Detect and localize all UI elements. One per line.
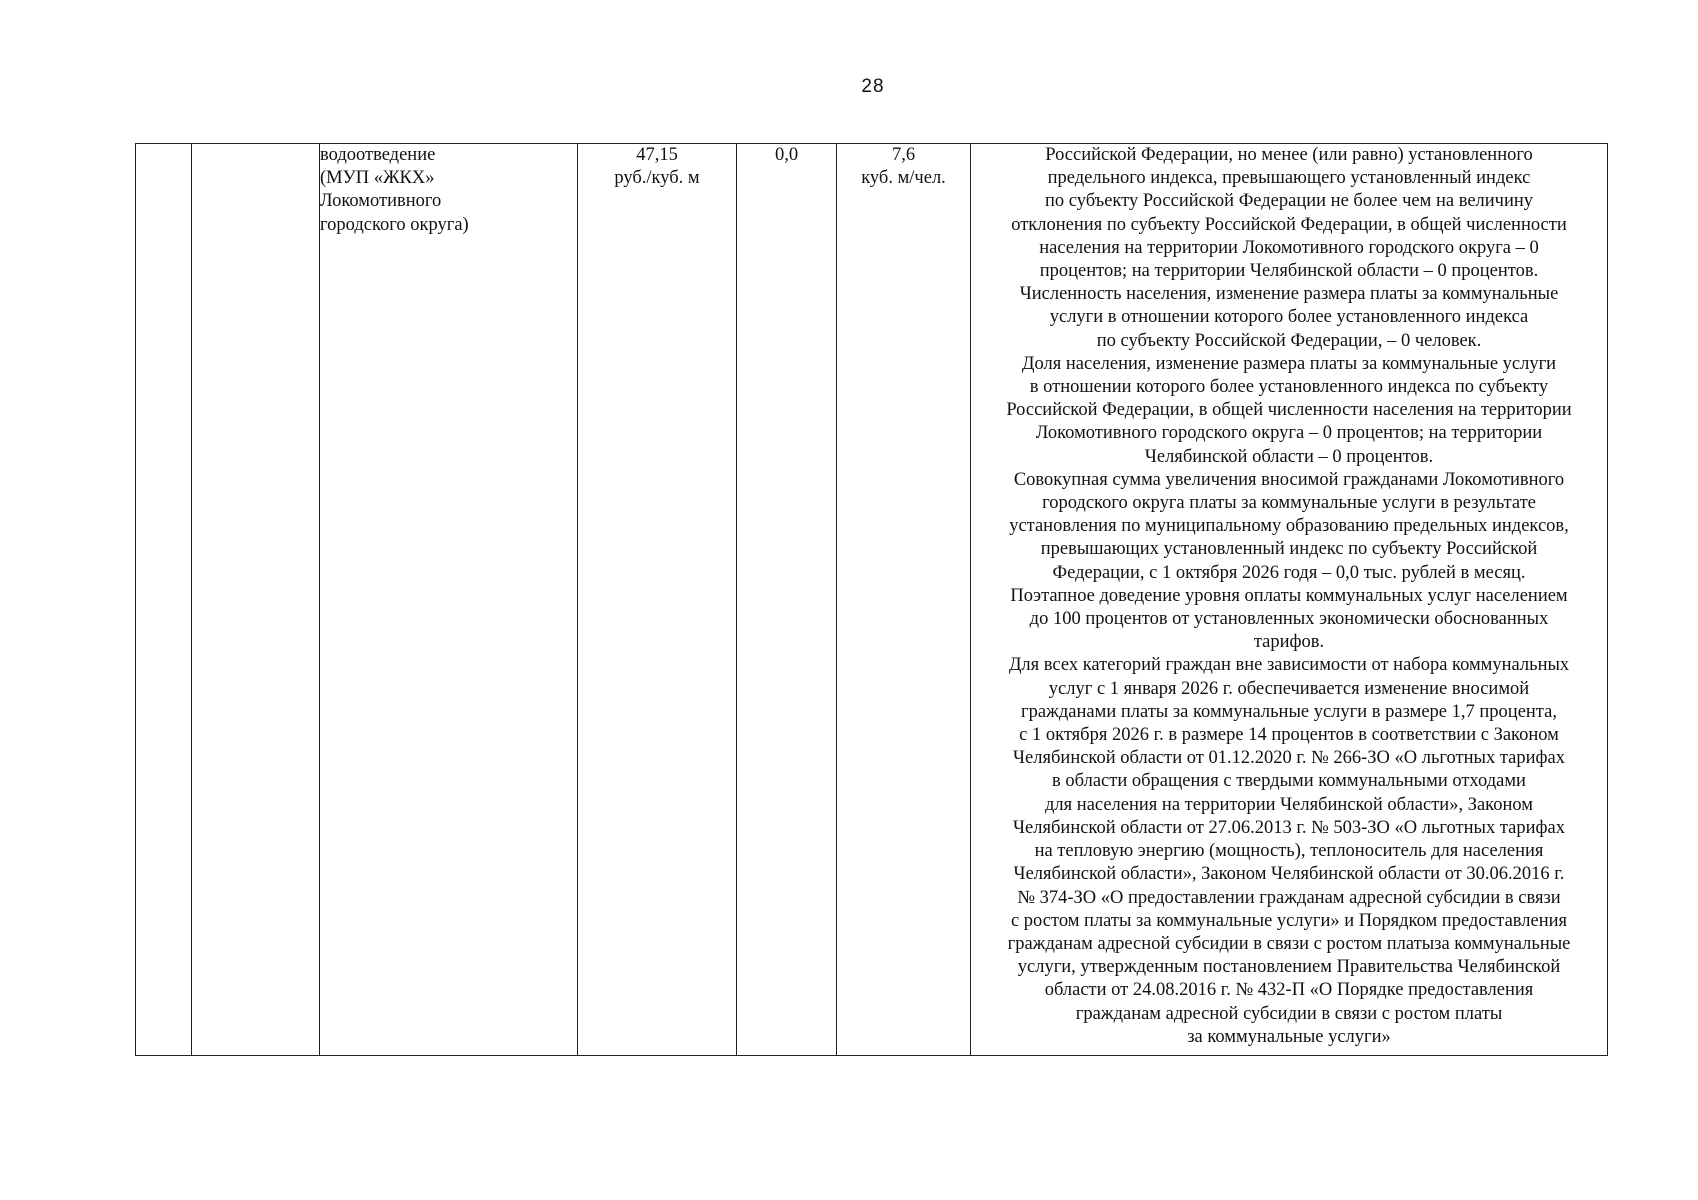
description-lines xyxy=(971,144,1607,1049)
service-cell xyxy=(320,144,578,1056)
text-line: процентов; на территории Челябинской области – 0 процентов. xyxy=(1039,261,1539,282)
text-line: гражданам адресной субсидии в связи с ростом платы xyxy=(1075,1003,1503,1024)
page-number: 28 xyxy=(861,76,885,97)
text-line: услуги в отношении которого более установленного индекса xyxy=(1049,307,1529,328)
text-line: (МУП «ЖКХ» xyxy=(320,168,435,189)
text-line: Российской Федерации, в общей численности населения на территории xyxy=(1006,400,1572,421)
text-line: в отношении которого более установленного индекса по субъекту xyxy=(1029,377,1549,398)
text-line: по субъекту Российской Федерации, – 0 человек. xyxy=(1096,330,1482,351)
text-line: Поэтапное доведение уровня оплаты коммунальных услуг населением xyxy=(1010,585,1568,606)
service-lines xyxy=(320,144,577,237)
table-row xyxy=(136,144,1608,1056)
tariff-table xyxy=(135,143,1608,1056)
text-line: населения на территории Локомотивного городского округа – 0 xyxy=(1039,237,1539,258)
text-line: гражданам адресной субсидии в связи с ростом платыза коммунальные xyxy=(1007,933,1571,954)
tariff-unit: руб./куб. м xyxy=(614,168,700,189)
growth-value: 0,0 xyxy=(774,145,799,165)
text-line: водоотведение xyxy=(320,145,436,165)
text-line: отклонения по субъекту Российской Федерации, в общей численности xyxy=(1011,214,1567,235)
text-line: услуги, утвержденным постановлением Правительства Челябинской xyxy=(1017,957,1561,978)
text-line: с 1 октября 2026 г. в размере 14 процентов в соответствии с Законом xyxy=(1019,725,1559,746)
text-line: Челябинской области – 0 процентов. xyxy=(1144,446,1434,467)
text-line: городского округа платы за коммунальные услуги в результате xyxy=(1042,493,1536,514)
text-line: Российской Федерации, но менее (или равно) установленного xyxy=(1045,145,1533,165)
text-line: для населения на территории Челябинской области», Законом xyxy=(1045,794,1533,815)
text-line: по субъекту Российской Федерации не более чем на величину xyxy=(1044,191,1534,212)
tariff-cell xyxy=(578,144,737,1056)
text-line: Совокупная сумма увеличения вносимой гражданами Локомотивного xyxy=(1013,469,1565,490)
text-line: Доля населения, изменение размера платы за коммунальные услуги xyxy=(1021,353,1557,374)
row-number-cell xyxy=(136,144,192,1056)
text-line: № 374-ЗО «О предоставлении гражданам адресной субсидии в связи xyxy=(1017,887,1561,908)
text-line: установления по муниципальному образованию предельных индексов, xyxy=(1009,516,1569,537)
norm-value: 7,6 xyxy=(891,145,916,165)
text-line: превышающих установленный индекс по субъекту Российской xyxy=(1040,539,1538,560)
text-line: Для всех категорий граждан вне зависимости от набора коммунальных xyxy=(1008,655,1570,676)
municipality-cell xyxy=(192,144,320,1056)
text-line: Челябинской области», Законом Челябинской области от 30.06.2016 г. xyxy=(1013,864,1565,885)
text-line: тарифов. xyxy=(1253,632,1325,653)
text-line: предельного индекса, превышающего установленный индекс xyxy=(1047,168,1531,189)
text-line: до 100 процентов от установленных экономически обоснованных xyxy=(1029,609,1549,630)
text-line: услуг с 1 января 2026 г. обеспечивается изменение вносимой xyxy=(1048,678,1530,699)
norm-unit: куб. м/чел. xyxy=(861,168,946,189)
text-line: Федерации, с 1 октября 2026 годя – 0,0 тыс. рублей в месяц. xyxy=(1052,562,1526,583)
text-line: за коммунальные услуги» xyxy=(1187,1026,1391,1047)
norm-cell xyxy=(837,144,971,1056)
text-line: на тепловую энергию (мощность), теплоноситель для населения xyxy=(1034,841,1544,862)
text-line: Локомотивного xyxy=(320,191,442,212)
text-line: Численность населения, изменение размера платы за коммунальные xyxy=(1019,284,1559,305)
tariff-value: 47,15 xyxy=(636,145,678,165)
description-cell xyxy=(971,144,1608,1056)
text-line: городского округа) xyxy=(320,214,469,235)
text-line: Локомотивного городского округа – 0 процентов; на территории xyxy=(1035,423,1543,444)
text-line: области от 24.08.2016 г. № 432-П «О Порядке предоставления xyxy=(1044,980,1534,1001)
text-line: в области обращения с твердыми коммунальными отходами xyxy=(1052,771,1526,792)
text-line: гражданами платы за коммунальные услуги в размере 1,7 процента, xyxy=(1021,701,1557,722)
text-line: Челябинской области от 27.06.2013 г. № 503-ЗО «О льготных тарифах xyxy=(1013,817,1565,838)
text-line: Челябинской области от 01.12.2020 г. № 266-ЗО «О льготных тарифах xyxy=(1013,748,1565,769)
growth-cell xyxy=(737,144,837,1056)
text-line: с ростом платы за коммунальные услуги» и Порядком предоставления xyxy=(1010,910,1568,931)
